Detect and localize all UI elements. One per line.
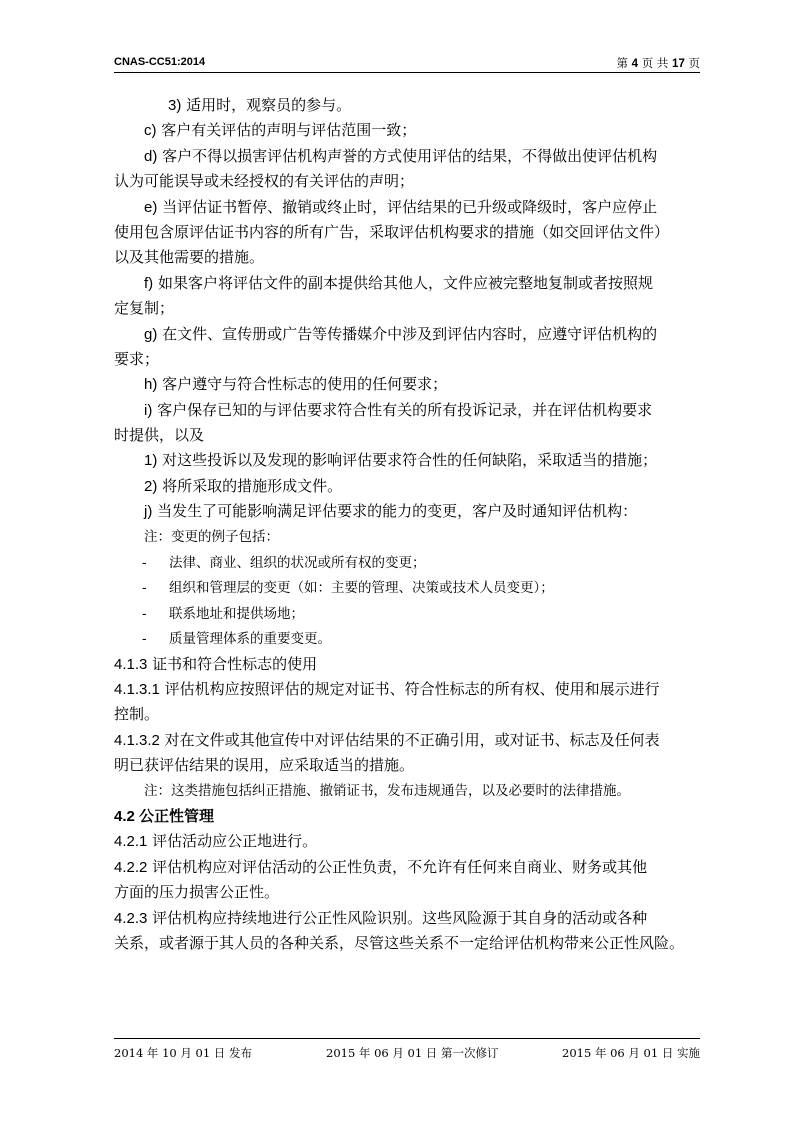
- text-line: [114, 169, 700, 194]
- text-line: [114, 855, 700, 880]
- revision-date: 2015 年 06 月 01 日 第一次修订: [326, 1046, 499, 1060]
- effective-date: 2015 年 06 月 01 日 实施: [562, 1046, 700, 1060]
- text-line: [114, 195, 700, 220]
- line-text: 评估机构应对评估活动的公正性负责，不允许有任何来自商业、财务或其他: [147, 857, 648, 876]
- line-text: 在文件、宣传册或广告等传播媒介中涉及到评估内容时，应遵守评估机构的: [157, 324, 658, 343]
- item-label: e): [144, 198, 158, 216]
- text-line: [114, 448, 700, 473]
- item-label: 4.2.3: [114, 909, 148, 927]
- text-line: [114, 702, 700, 727]
- text-line: [114, 652, 700, 677]
- item-label: j): [144, 503, 153, 521]
- line-text: 组织和管理层的变更（如：主要的管理、决策或技术人员变更）；: [169, 580, 554, 597]
- line-text: 客户有关评估的声明与评估范围一致；: [156, 121, 417, 140]
- text-line: [114, 347, 700, 372]
- text-line: [114, 677, 700, 702]
- item-label: 4.1.3: [114, 655, 148, 673]
- item-label: f): [144, 274, 154, 292]
- text-line: [114, 499, 700, 524]
- line-text: 公正性管理: [134, 807, 215, 825]
- line-text: 客户保存已知的与评估要求符合性有关的所有投诉记录，并在评估机构要求: [152, 400, 653, 419]
- line-text: 客户不得以损害评估机构声誉的方式使用评估的结果，不得做出使评估机构: [157, 146, 658, 165]
- bullet-line: [114, 626, 700, 651]
- item-label: 4.2.2: [114, 858, 148, 876]
- text-line: [114, 398, 700, 423]
- item-label: 4.2: [114, 807, 135, 825]
- item-label: 4.1.3.1: [114, 680, 160, 698]
- line-text: 对这些投诉以及发现的影响评估要求符合性的任何缺陷，采取适当的措施；: [157, 451, 658, 470]
- bullet-dash: -: [142, 580, 147, 596]
- line-text: 客户遵守与符合性标志的使用的任何要求；: [157, 375, 448, 394]
- page-indicator: 第 4 页 共 17 页: [616, 56, 700, 70]
- line-text: 法律、商业、组织的状况或所有权的变更；: [169, 555, 426, 572]
- item-label: i): [144, 401, 153, 419]
- text-line: [114, 296, 700, 321]
- document-body: [114, 93, 700, 956]
- item-label: c): [144, 122, 157, 140]
- line-text: 认为可能误导或未经授权的有关评估的声明；: [114, 172, 415, 191]
- page-number: 4: [631, 58, 639, 70]
- note-line: [114, 525, 700, 550]
- bullet-dash: -: [142, 555, 147, 571]
- line-text: 注：变更的例子包括：: [144, 528, 279, 545]
- bullet-line: [114, 601, 700, 626]
- text-line: [114, 118, 700, 143]
- line-text: 评估机构应持续地进行公正性风险识别。这些风险源于其自身的活动或各种: [147, 908, 648, 927]
- page-header: [114, 52, 700, 73]
- bullet-dash: -: [142, 605, 147, 621]
- text-line: [114, 271, 700, 296]
- text-line: [114, 93, 700, 118]
- item-label: g): [144, 325, 158, 343]
- bullet-line: [114, 550, 700, 575]
- item-label: 1): [144, 452, 158, 470]
- bullet-line: [114, 575, 700, 600]
- line-text: 方面的压力损害公正性。: [114, 883, 280, 902]
- line-text: 评估活动应公正地进行。: [147, 832, 318, 851]
- item-label: h): [144, 376, 158, 394]
- line-text: 如果客户将评估文件的副本提供给其他人，文件应被完整地复制或者按照规: [153, 273, 653, 292]
- text-line: [114, 728, 700, 753]
- line-text: 适用时，观察员的参与。: [181, 96, 352, 114]
- text-line: [114, 829, 700, 854]
- note-line: [114, 779, 700, 804]
- line-text: 以及其他需要的措施。: [114, 248, 265, 267]
- page-total: 17: [672, 58, 685, 70]
- line-text: 明已获评估结果的误用，应采取适当的措施。: [114, 756, 415, 775]
- line-text: 注：这类措施包括纠正措施、撤销证书，发布违规通告，以及必要时的法律措施。: [144, 782, 630, 799]
- text-line: [114, 372, 700, 397]
- line-text: 质量管理体系的重要变更。: [169, 631, 331, 648]
- item-label: 3): [168, 97, 182, 114]
- item-label: 2): [144, 477, 158, 495]
- line-text: 将所采取的措施形成文件。: [157, 476, 343, 495]
- line-text: 评估机构应按照评估的规定对证书、符合性标志的所有权、使用和展示进行: [159, 679, 660, 698]
- text-line: [114, 906, 700, 931]
- publish-date: 2014 年 10 月 01 日 发布: [114, 1046, 252, 1060]
- line-text: 时提供，以及: [114, 426, 205, 445]
- text-line: [114, 144, 700, 169]
- text-line: [114, 245, 700, 270]
- text-line: [114, 753, 700, 778]
- text-line: [114, 220, 700, 245]
- line-text: 定复制；: [114, 299, 175, 318]
- text-line: [114, 880, 700, 905]
- line-text: 当评估证书暂停、撤销或终止时，评估结果的已升级或降级时，客户应停止: [157, 197, 658, 216]
- line-text: 联系地址和提供场地；: [169, 605, 304, 622]
- section-heading: [114, 804, 700, 829]
- line-text: 证书和符合性标志的使用: [147, 654, 318, 673]
- line-text: 关系，或者源于其人员的各种关系，尽管这些关系不一定给评估机构带来公正性风险。: [114, 933, 685, 952]
- line-text: 要求；: [114, 349, 160, 368]
- line-text: 使用包含原评估证书内容的所有广告，采取评估机构要求的措施（如交回评估文件）: [114, 222, 670, 241]
- bullet-dash: -: [142, 631, 147, 647]
- item-label: d): [144, 147, 158, 165]
- text-line: [114, 322, 700, 347]
- text-line: [114, 474, 700, 499]
- line-text: 对在文件或其他宣传中对评估结果的不正确引用，或对证书、标志及任何表: [159, 730, 660, 749]
- document-id: CNAS-CC51:2014: [114, 56, 206, 68]
- line-text: 当发生了可能影响满足评估要求的能力的变更，客户及时通知评估机构：: [152, 502, 638, 521]
- text-line: [114, 423, 700, 448]
- item-label: 4.1.3.2: [114, 731, 160, 749]
- page-footer: [114, 1038, 700, 1060]
- text-line: [114, 931, 700, 956]
- item-label: 4.2.1: [114, 833, 148, 851]
- line-text: 控制。: [114, 705, 160, 724]
